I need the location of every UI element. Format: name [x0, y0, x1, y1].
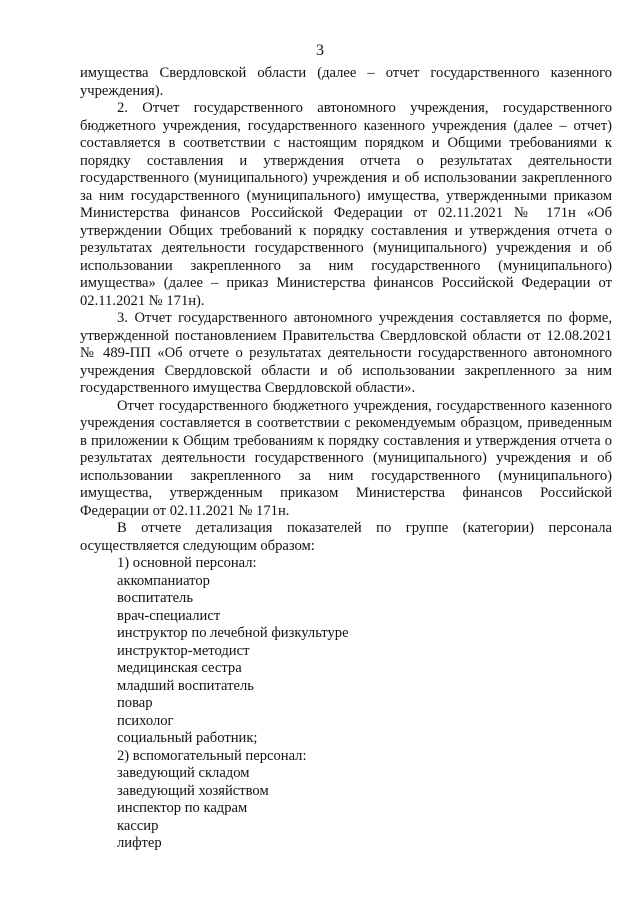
list-item: кассир	[117, 817, 159, 834]
list-item: инспектор по кадрам	[117, 800, 248, 816]
list-item: 1) основной персонал:	[117, 555, 257, 571]
list-item: заведующий хозяйством	[117, 782, 269, 799]
paragraph-item-2: 2. Отчет государственного автономного учреждения, государственного бюджетного учреждения, государственного казенного учреждения (далее – отчет) составляется в соответствии с настоящим порядком и Общими требованиями к порядку составления и утверждения отчета о результатах деятельности государственного (муниципального) учреждения и об использовании закрепленного за ним государственного (муниципального) имущества, утвержденными приказом Министерства финансов Российской Федерации от 02.11.2021 № 171н «Об утверждении Общих требований к порядку составления и утверждения отчета о результатах деятельности государственного (муниципального) учреждения и об использовании закрепленного за ним государственного (муниципального) имущества» (далее – приказ Министерства финансов Российской Федерации от 02.11.2021 № 171н).	[80, 100, 612, 309]
paragraph-staff-detail: В отчете детализация показателей по группе (категории) персонала осуществляется следующим образом:	[80, 520, 612, 554]
list-item: воспитатель	[117, 590, 193, 606]
document-body	[80, 65, 612, 853]
list-item: младший воспитатель	[117, 677, 254, 694]
paragraph-item-3: 3. Отчет государственного автономного учреждения составляется по форме, утвержденной постановлением Правительства Свердловской области от 12.08.2021 № 489-ПП «Об отчете о результатах деятельности государственного автономного учреждения Свердловской области и об использовании закрепленного за ним государственного имущества Свердловской области».	[80, 310, 612, 396]
list-item: инструктор по лечебной физкультуре	[117, 625, 349, 641]
list-item: 2) вспомогательный персонал:	[117, 747, 307, 764]
list-item: социальный работник;	[117, 730, 258, 746]
list-item: заведующий складом	[117, 765, 250, 781]
list-item: аккомпаниатор	[117, 572, 210, 589]
staff-category-list	[80, 555, 612, 853]
list-item: психолог	[117, 712, 174, 729]
list-item: врач-специалист	[117, 607, 221, 624]
page-number: 3	[316, 42, 324, 59]
list-item: лифтер	[117, 835, 162, 851]
list-item: медицинская сестра	[117, 660, 242, 676]
list-item: повар	[117, 695, 153, 711]
paragraph-continuation: имущества Свердловской области (далее – отчет государственного казенного учреждения).	[80, 65, 612, 99]
paragraph-budget-report: Отчет государственного бюджетного учреждения, государственного казенного учреждения составляется в соответствии с рекомендуемым образцом, приведенным в приложении к Общим требованиям к порядку составления и утверждения отчета о результатах деятельности государственного (муниципального) учреждения и об использовании закрепленного за ним государственного (муниципального) имущества, утвержденным приказом Министерства финансов Российской Федерации от 02.11.2021 № 171н.	[80, 397, 612, 519]
list-item: инструктор-методист	[117, 642, 250, 659]
